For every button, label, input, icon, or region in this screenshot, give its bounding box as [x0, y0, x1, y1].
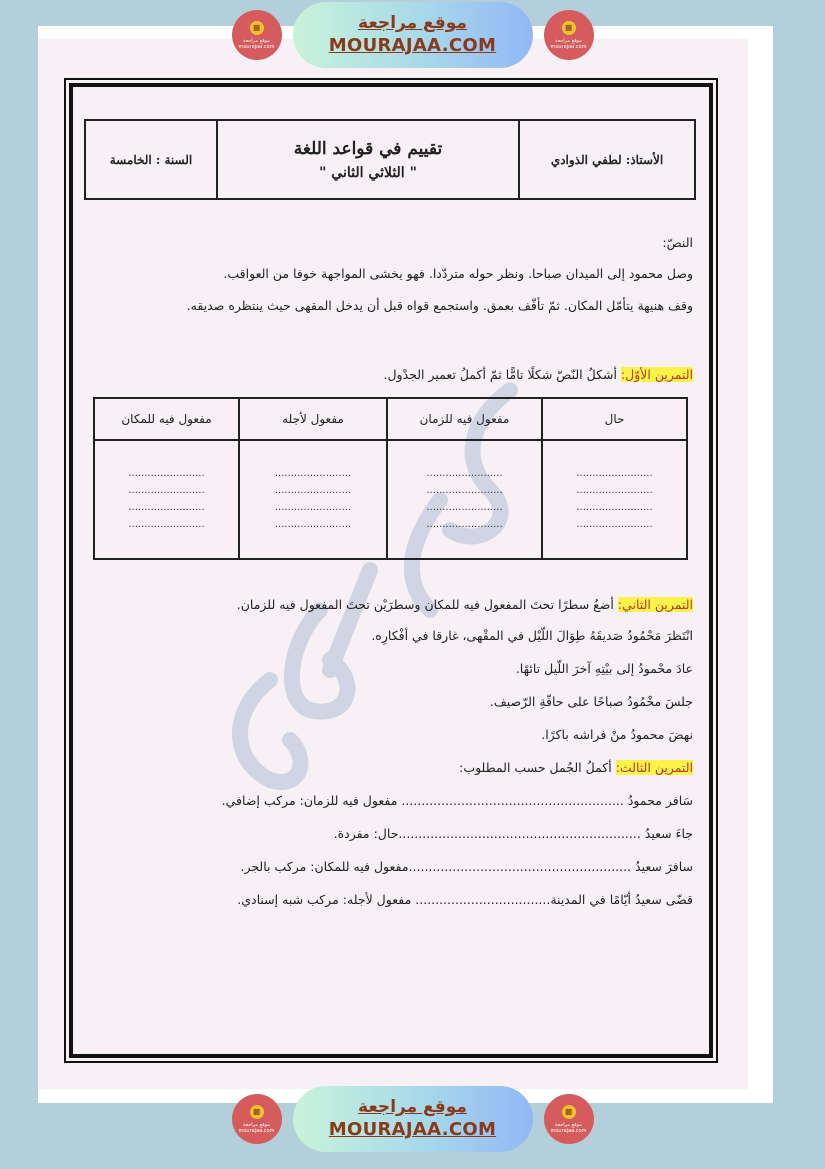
site-name-arabic[interactable]: موقع مراجعة: [358, 1097, 467, 1117]
logo-caption: موقع مراجعة mourajaa.com: [550, 1121, 587, 1134]
passage-line-2: وقف هنيهة يتأمّل المكان. ثمّ تأفّف بعمق. واستجمع قواه قبل أن يدخل المقهى حيث ينتظره صديقه.: [186, 298, 693, 313]
exercise-1-table: [93, 397, 688, 560]
exercise-2-sentence-4: نهضَ محمودُ منْ فراشه باكرًا.: [541, 727, 693, 742]
site-logo-left[interactable]: [232, 1094, 282, 1144]
site-logo-left[interactable]: [232, 10, 282, 60]
site-link-pill[interactable]: [293, 2, 533, 68]
exercise-2-sentence-1: انْتَظرَ مَحْمُودُ صَديقَهُ طِوَالَ اللّيْل في المقْهى، غارقا في أفْكارِه.: [371, 628, 693, 643]
book-icon: ■: [562, 21, 576, 35]
title-line-2: " الثلاثي الثاني ": [319, 164, 417, 181]
site-logo-right[interactable]: [544, 10, 594, 60]
exercise-1-label: التمرين الأوّل:: [620, 367, 693, 382]
table-cell-state[interactable]: ........................ ........................ ........................ ........................: [576, 468, 653, 530]
table-header-state: حال: [543, 399, 686, 441]
book-icon: ■: [562, 1105, 576, 1119]
passage-label: النصّ:: [662, 235, 693, 250]
table-header-place: مفعول فيه للمكان: [95, 399, 240, 441]
logo-caption: موقع مراجعة mourajaa.com: [238, 37, 275, 50]
exercise-3-label: التمرين الثالث:: [615, 760, 693, 775]
exercise-3-item-4[interactable]: قضّى سعيدُ أيّامًا في المدينة.................................. مفعول لأجله: مركب شبه إسنادي.: [237, 892, 693, 907]
passage-line-1: وصل محمود إلى الميدان صباحا. ونظر حوله متردّدا. فهو يخشى المواجهة خوفا من العواقب.: [223, 266, 693, 281]
exercise-3-item-2[interactable]: جاءَ سعيدُ .............................................................حال: مفردة.: [333, 826, 693, 841]
exercise-2-sentence-3: جلسَ مخْمُودُ صباحًا على حافّةِ الرّصيف.: [489, 694, 693, 709]
header-table: [84, 119, 696, 200]
book-icon: ■: [250, 1105, 264, 1119]
exercise-2-instruction: أضعُ سطرًا تحتَ المفعول فيه للمكان وسطرَيْن تحتَ المفعول فيه للزمان.: [236, 597, 614, 612]
site-name-latin[interactable]: MOURAJAA.COM: [328, 1119, 497, 1140]
page-border-inner: [69, 83, 713, 1058]
exercise-3-heading: [459, 760, 693, 775]
site-name-latin[interactable]: MOURAJAA.COM: [328, 35, 497, 56]
logo-caption: موقع مراجعة mourajaa.com: [238, 1121, 275, 1134]
exercise-1-instruction: أشكلُ النّصّ شكلًا تامًّا ثمّ أكملُ تعمير الجدْول.: [383, 367, 617, 382]
table-header-purpose: مفعول لأجله: [240, 399, 388, 441]
logo-caption: موقع مراجعة mourajaa.com: [550, 37, 587, 50]
title-line-1: تقييم في قواعد اللغة: [293, 138, 443, 159]
site-logo-right[interactable]: [544, 1094, 594, 1144]
exercise-3-instruction: أكملُ الجُمل حسب المطلوب:: [459, 760, 612, 775]
book-icon: ■: [250, 21, 264, 35]
table-cell-purpose[interactable]: ........................ ........................ ........................ ........................: [240, 441, 388, 558]
exercise-2-sentence-2: عادَ محْمودُ إلى بيْتِهِ آخرَ اللّيل تائهًا.: [515, 661, 693, 676]
site-banner-bottom: [0, 1084, 825, 1154]
page-border: [64, 78, 718, 1063]
exercise-3-item-1[interactable]: سَافر محمودُ ........................................................ مفعول فيه للزمان: مركب إضافي.: [221, 793, 693, 808]
site-name-arabic[interactable]: موقع مراجعة: [358, 13, 467, 33]
teacher-name: الأستاذ: لطفي الذوادي: [518, 121, 694, 198]
exercise-1-heading: [383, 367, 693, 382]
test-title: [216, 121, 518, 198]
site-link-pill[interactable]: [293, 1086, 533, 1152]
table-header-time: مفعول فيه للزمان: [388, 399, 543, 441]
exercise-3-item-3[interactable]: سافرَ سعيدُ ........................................................مفعول فيه للمكان: مركب بالجر.: [240, 859, 693, 874]
site-banner-top: [0, 0, 825, 70]
exercise-2-heading: [237, 597, 693, 612]
table-cell-place[interactable]: ........................ ........................ ........................ ........................: [95, 441, 240, 558]
table-cell-time[interactable]: ........................ ........................ ........................ ........................: [388, 441, 543, 558]
exercise-2-label: التمرين الثاني:: [617, 597, 693, 612]
grade-level: السنة : الخامسة: [109, 152, 193, 167]
